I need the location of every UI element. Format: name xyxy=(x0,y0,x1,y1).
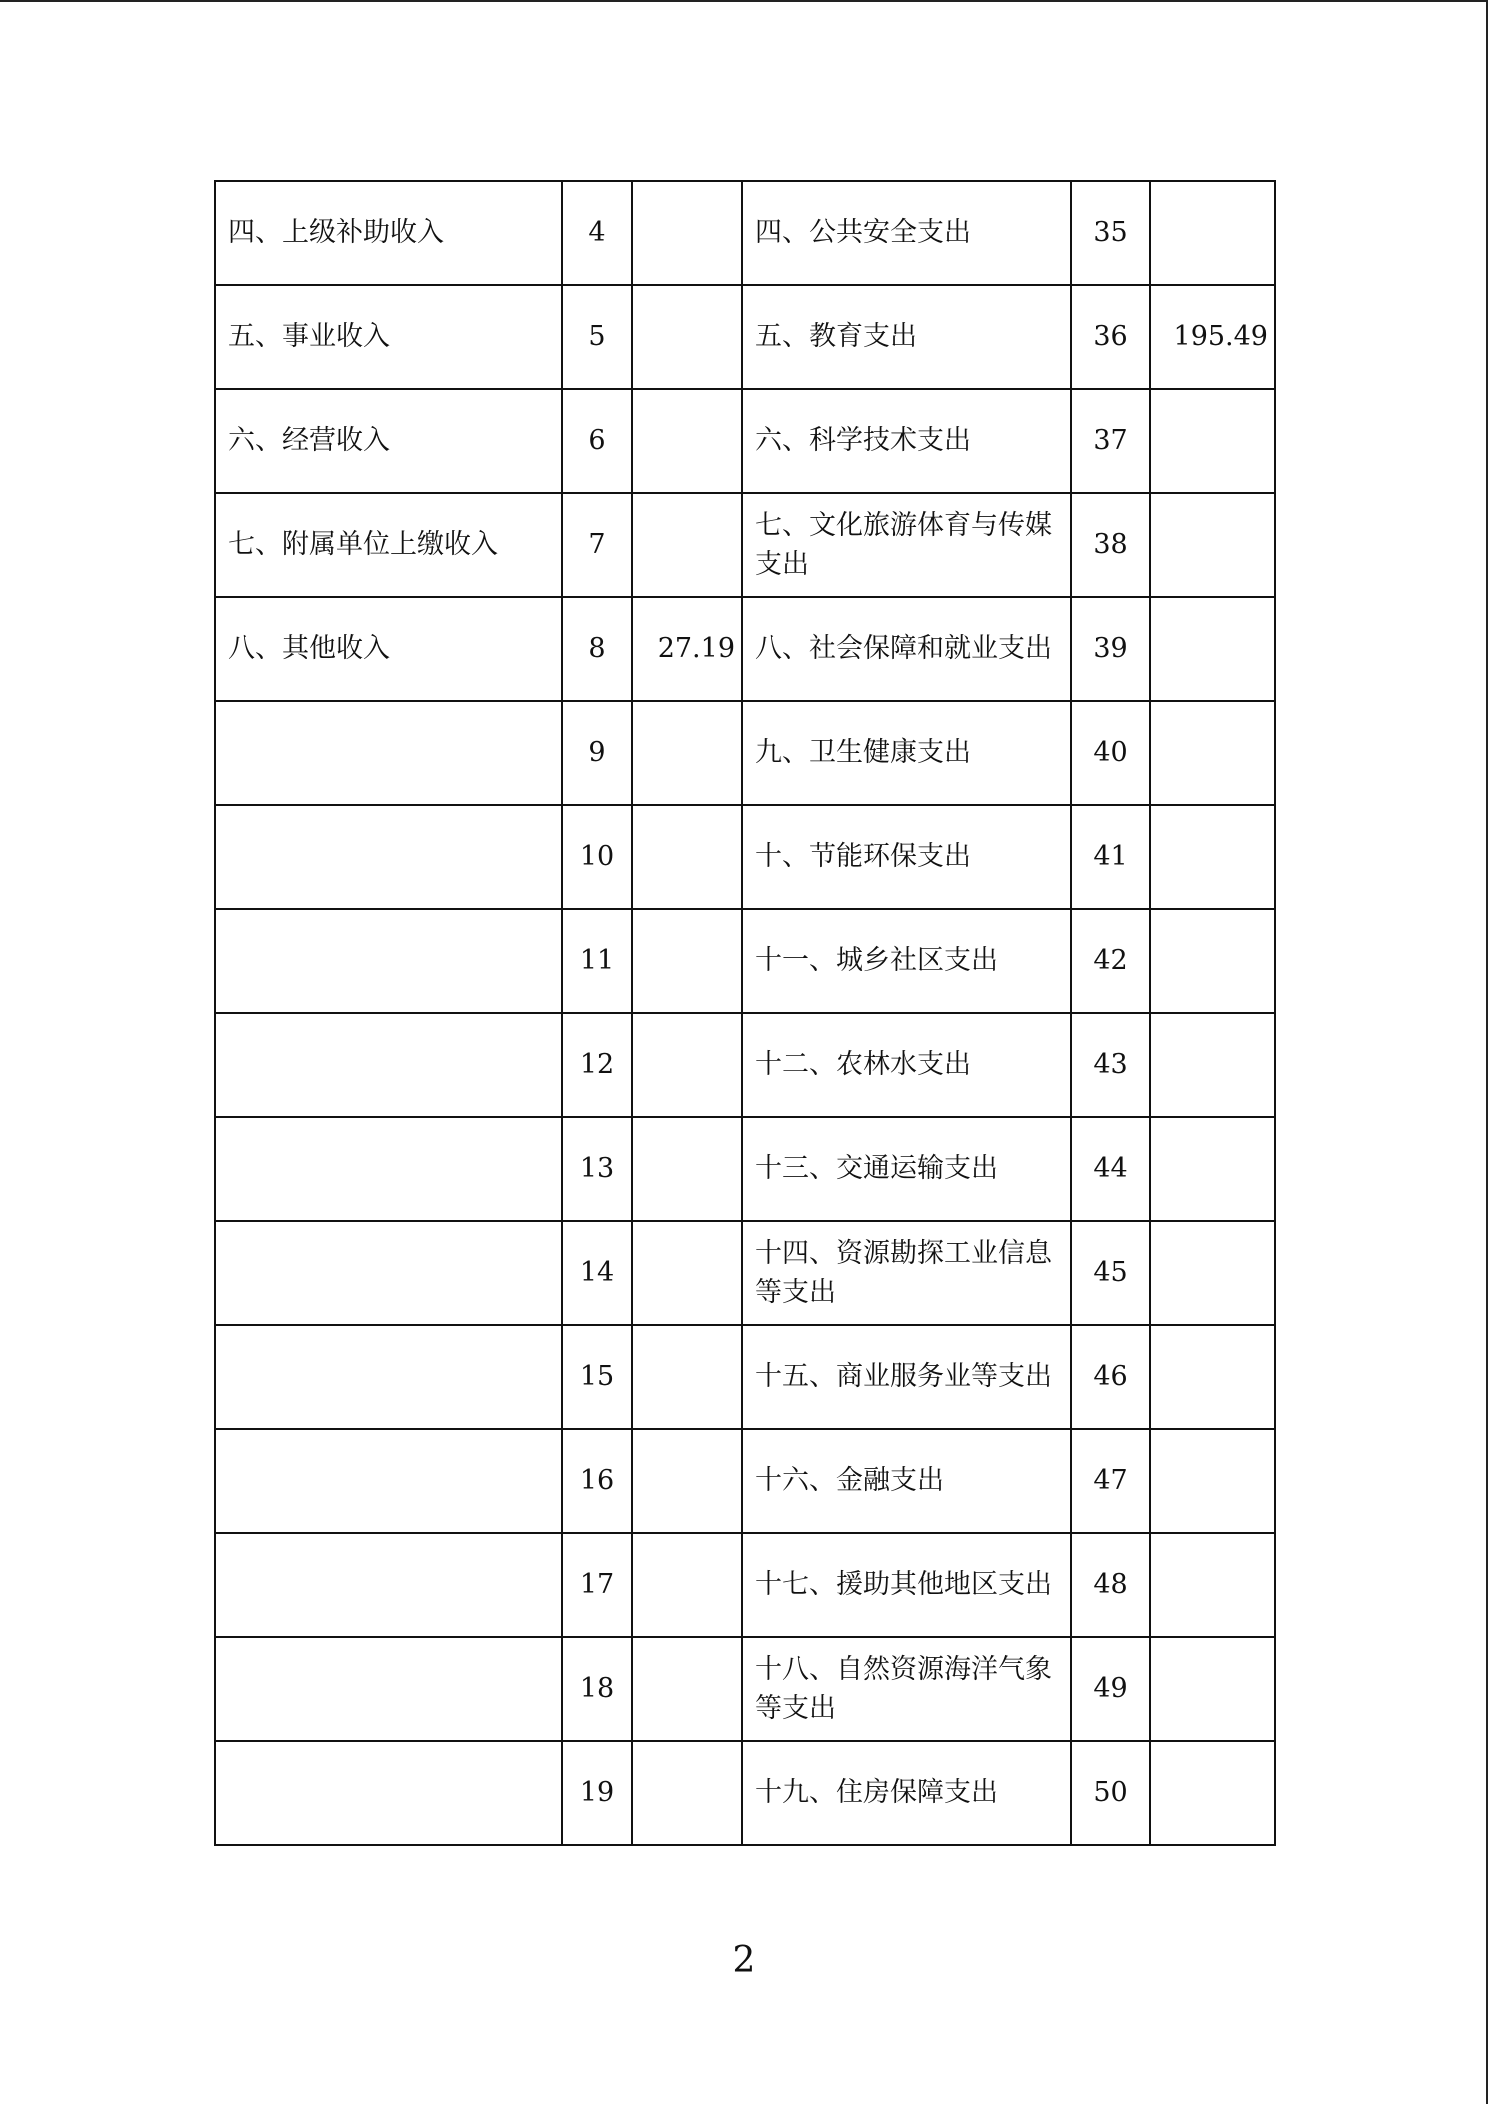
income-line-cell: 14 xyxy=(562,1221,632,1325)
income-amount-cell: 27.19 xyxy=(632,597,742,701)
expense-item-cell: 十四、资源勘探工业信息等支出 xyxy=(742,1221,1071,1325)
income-line-cell: 9 xyxy=(562,701,632,805)
expense-line-cell: 40 xyxy=(1071,701,1150,805)
page-number: 2 xyxy=(732,1940,756,1981)
expense-line-cell: 46 xyxy=(1071,1325,1150,1429)
income-line-cell: 6 xyxy=(562,389,632,493)
expense-line-cell: 39 xyxy=(1071,597,1150,701)
expense-item-cell: 九、卫生健康支出 xyxy=(742,701,1071,805)
expense-item-cell: 六、科学技术支出 xyxy=(742,389,1071,493)
expense-item-cell: 十九、住房保障支出 xyxy=(742,1741,1071,1845)
table-row xyxy=(215,1221,1275,1325)
expense-line-cell: 36 xyxy=(1071,285,1150,389)
expense-amount-cell xyxy=(1150,493,1275,597)
income-line-cell: 18 xyxy=(562,1637,632,1741)
expense-line-cell: 50 xyxy=(1071,1741,1150,1845)
expense-amount-cell xyxy=(1150,701,1275,805)
income-item-cell: 六、经营收入 xyxy=(215,389,562,493)
expense-line-cell: 35 xyxy=(1071,181,1150,285)
income-item-cell xyxy=(215,1741,562,1845)
table-row xyxy=(215,805,1275,909)
expense-line-cell: 43 xyxy=(1071,1013,1150,1117)
expense-amount-cell xyxy=(1150,1637,1275,1741)
income-amount-cell xyxy=(632,805,742,909)
expense-line-cell: 47 xyxy=(1071,1429,1150,1533)
budget-table xyxy=(214,180,1276,1846)
table-row xyxy=(215,1741,1275,1845)
income-item-cell xyxy=(215,1013,562,1117)
income-item-cell xyxy=(215,1533,562,1637)
income-item-cell xyxy=(215,1429,562,1533)
table-row xyxy=(215,1429,1275,1533)
income-item-cell: 八、其他收入 xyxy=(215,597,562,701)
income-amount-cell xyxy=(632,1013,742,1117)
income-amount-cell xyxy=(632,493,742,597)
income-line-cell: 5 xyxy=(562,285,632,389)
income-line-cell: 15 xyxy=(562,1325,632,1429)
expense-item-cell: 十六、金融支出 xyxy=(742,1429,1071,1533)
expense-item-cell: 八、社会保障和就业支出 xyxy=(742,597,1071,701)
expense-line-cell: 45 xyxy=(1071,1221,1150,1325)
expense-item-cell: 十五、商业服务业等支出 xyxy=(742,1325,1071,1429)
income-amount-cell xyxy=(632,701,742,805)
expense-line-cell: 41 xyxy=(1071,805,1150,909)
income-item-cell xyxy=(215,1325,562,1429)
table-row xyxy=(215,1637,1275,1741)
expense-amount-cell xyxy=(1150,597,1275,701)
table-row xyxy=(215,909,1275,1013)
income-amount-cell xyxy=(632,1221,742,1325)
income-amount-cell xyxy=(632,1117,742,1221)
expense-item-cell: 十、节能环保支出 xyxy=(742,805,1071,909)
income-amount-cell xyxy=(632,285,742,389)
income-item-cell: 四、上级补助收入 xyxy=(215,181,562,285)
table-row xyxy=(215,1117,1275,1221)
income-amount-cell xyxy=(632,389,742,493)
expense-item-cell: 十二、农林水支出 xyxy=(742,1013,1071,1117)
expense-amount-cell xyxy=(1150,805,1275,909)
budget-table-body xyxy=(215,181,1275,1845)
expense-line-cell: 42 xyxy=(1071,909,1150,1013)
income-amount-cell xyxy=(632,909,742,1013)
expense-amount-cell xyxy=(1150,1117,1275,1221)
table-row xyxy=(215,285,1275,389)
table-row xyxy=(215,701,1275,805)
expense-line-cell: 38 xyxy=(1071,493,1150,597)
income-item-cell xyxy=(215,1117,562,1221)
expense-item-cell: 十一、城乡社区支出 xyxy=(742,909,1071,1013)
income-line-cell: 17 xyxy=(562,1533,632,1637)
income-item-cell xyxy=(215,1221,562,1325)
expense-item-cell: 七、文化旅游体育与传媒支出 xyxy=(742,493,1071,597)
income-line-cell: 16 xyxy=(562,1429,632,1533)
table-row xyxy=(215,493,1275,597)
income-item-cell xyxy=(215,1637,562,1741)
table-row xyxy=(215,181,1275,285)
expense-amount-cell xyxy=(1150,1533,1275,1637)
expense-amount-cell xyxy=(1150,1741,1275,1845)
income-amount-cell xyxy=(632,1429,742,1533)
income-line-cell: 13 xyxy=(562,1117,632,1221)
income-line-cell: 4 xyxy=(562,181,632,285)
expense-amount-cell: 195.49 xyxy=(1150,285,1275,389)
income-line-cell: 19 xyxy=(562,1741,632,1845)
expense-amount-cell xyxy=(1150,1429,1275,1533)
income-line-cell: 12 xyxy=(562,1013,632,1117)
expense-amount-cell xyxy=(1150,909,1275,1013)
expense-item-cell: 十七、援助其他地区支出 xyxy=(742,1533,1071,1637)
table-row xyxy=(215,1013,1275,1117)
income-item-cell xyxy=(215,701,562,805)
table-row xyxy=(215,1325,1275,1429)
expense-line-cell: 48 xyxy=(1071,1533,1150,1637)
table-row xyxy=(215,597,1275,701)
income-amount-cell xyxy=(632,1325,742,1429)
expense-amount-cell xyxy=(1150,1325,1275,1429)
income-item-cell: 五、事业收入 xyxy=(215,285,562,389)
expense-amount-cell xyxy=(1150,1221,1275,1325)
income-amount-cell xyxy=(632,1533,742,1637)
expense-line-cell: 37 xyxy=(1071,389,1150,493)
table-row xyxy=(215,389,1275,493)
table-row xyxy=(215,1533,1275,1637)
income-item-cell xyxy=(215,805,562,909)
expense-amount-cell xyxy=(1150,181,1275,285)
expense-item-cell: 四、公共安全支出 xyxy=(742,181,1071,285)
income-item-cell xyxy=(215,909,562,1013)
income-line-cell: 8 xyxy=(562,597,632,701)
expense-amount-cell xyxy=(1150,389,1275,493)
income-amount-cell xyxy=(632,1741,742,1845)
income-amount-cell xyxy=(632,181,742,285)
expense-item-cell: 十八、自然资源海洋气象等支出 xyxy=(742,1637,1071,1741)
income-item-cell: 七、附属单位上缴收入 xyxy=(215,493,562,597)
expense-item-cell: 五、教育支出 xyxy=(742,285,1071,389)
page-top-border xyxy=(0,0,1488,2)
expense-line-cell: 49 xyxy=(1071,1637,1150,1741)
expense-line-cell: 44 xyxy=(1071,1117,1150,1221)
income-amount-cell xyxy=(632,1637,742,1741)
income-line-cell: 7 xyxy=(562,493,632,597)
income-line-cell: 11 xyxy=(562,909,632,1013)
income-line-cell: 10 xyxy=(562,805,632,909)
expense-item-cell: 十三、交通运输支出 xyxy=(742,1117,1071,1221)
expense-amount-cell xyxy=(1150,1013,1275,1117)
